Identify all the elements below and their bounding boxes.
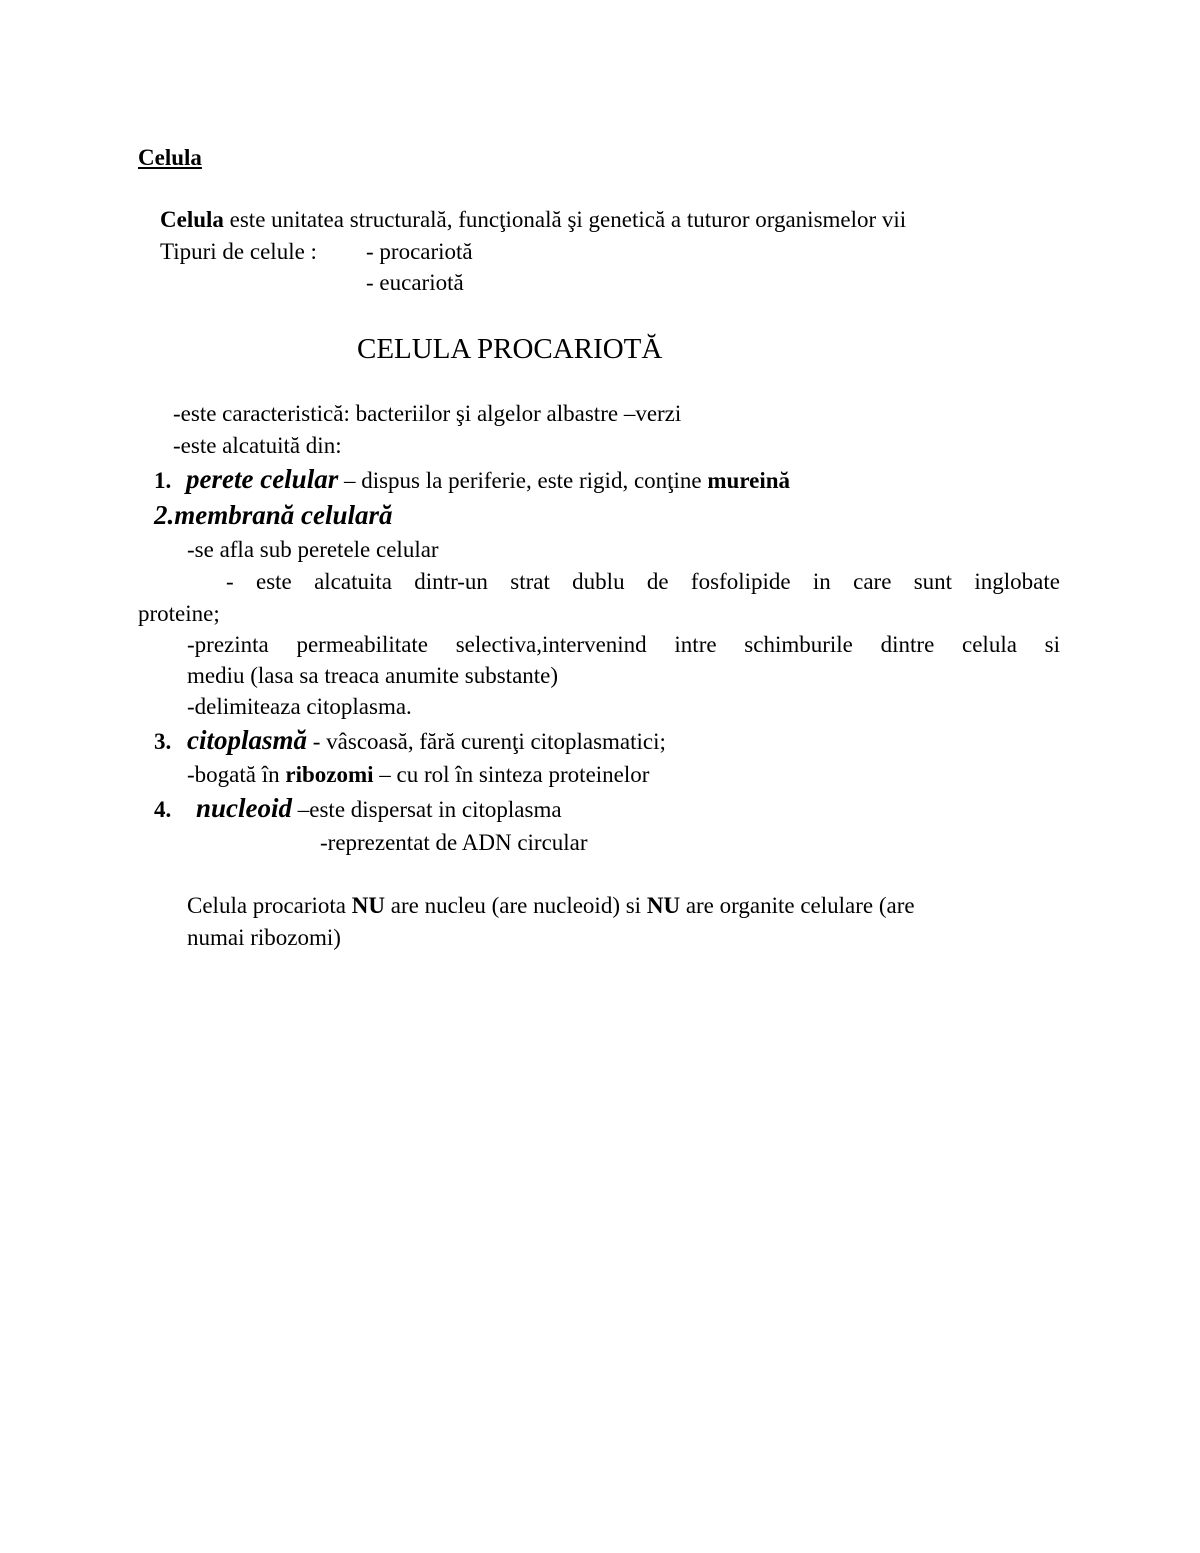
term-nucleoid: nucleoid	[196, 793, 293, 823]
conclusion-text: are organite celulare (are	[680, 893, 915, 918]
list-number: 1.	[154, 468, 172, 493]
membrane-line-2b: proteine;	[138, 601, 220, 626]
citoplasma-line-2	[187, 761, 649, 789]
bold-mureina: mureină	[707, 468, 791, 493]
cell-definition	[160, 206, 906, 234]
document-title: Celula	[138, 145, 202, 170]
list-item-perete-celular	[154, 465, 790, 495]
item-text: - vâscoasă, fără curenţi citoplasmatici;	[307, 729, 666, 754]
cell-type-procariota: - procariotă	[366, 239, 473, 264]
bold-ribozomi: ribozomi	[285, 762, 374, 787]
item-text: – cu rol în sinteza proteinelor	[373, 762, 650, 787]
definition-text: este unitatea structurală, funcţională şi genetică a tuturor organismelor vii	[223, 207, 907, 232]
term-citoplasma: citoplasmă	[187, 725, 307, 755]
section-heading: CELULA PROCARIOTĂ	[357, 333, 663, 365]
membrane-line-2a: - este alcatuita dintr-un strat dublu de fosfolipide in care sunt inglobate	[226, 569, 1060, 594]
cell-types-label: Tipuri de celule :	[160, 239, 317, 264]
list-number: 3.	[154, 729, 172, 754]
list-item-membrana-celulara	[154, 501, 393, 531]
conclusion-text: are nucleu (are nucleoid) si	[385, 893, 647, 918]
definition-term: Celula	[160, 207, 224, 232]
bold-nu: NU	[646, 893, 681, 918]
characteristic-line-2: -este alcatuită din:	[173, 433, 342, 458]
conclusion-line-1	[187, 892, 915, 920]
list-item-citoplasma	[154, 726, 666, 756]
conclusion-line-2: numai ribozomi)	[187, 925, 341, 950]
term-perete-celular: perete celular	[186, 464, 339, 494]
term-membrana-celulara: membrană celulară	[174, 500, 393, 530]
membrane-line-3a: -prezinta permeabilitate selectiva,intervenind intre schimburile dintre celula si	[187, 632, 1060, 657]
item-text: -bogată în	[187, 762, 286, 787]
list-number: 4.	[154, 797, 172, 822]
membrane-line-1: -se afla sub peretele celular	[187, 537, 439, 562]
membrane-line-3b: mediu (lasa sa treaca anumite substante)	[187, 663, 559, 688]
cell-type-eucariota: - eucariotă	[366, 270, 464, 295]
item-text: – dispus la periferie, este rigid, conţine	[338, 468, 708, 493]
bold-nu: NU	[351, 893, 385, 918]
nucleoid-line-2: -reprezentat de ADN circular	[320, 830, 588, 855]
membrane-line-4: -delimiteaza citoplasma.	[187, 694, 412, 719]
characteristic-line-1: -este caracteristică: bacteriilor şi algelor albastre –verzi	[173, 401, 682, 426]
item-text: –este dispersat in citoplasma	[292, 797, 562, 822]
list-item-nucleoid	[154, 794, 562, 824]
list-number: 2.	[154, 500, 175, 530]
conclusion-text: Celula procariota	[187, 893, 352, 918]
